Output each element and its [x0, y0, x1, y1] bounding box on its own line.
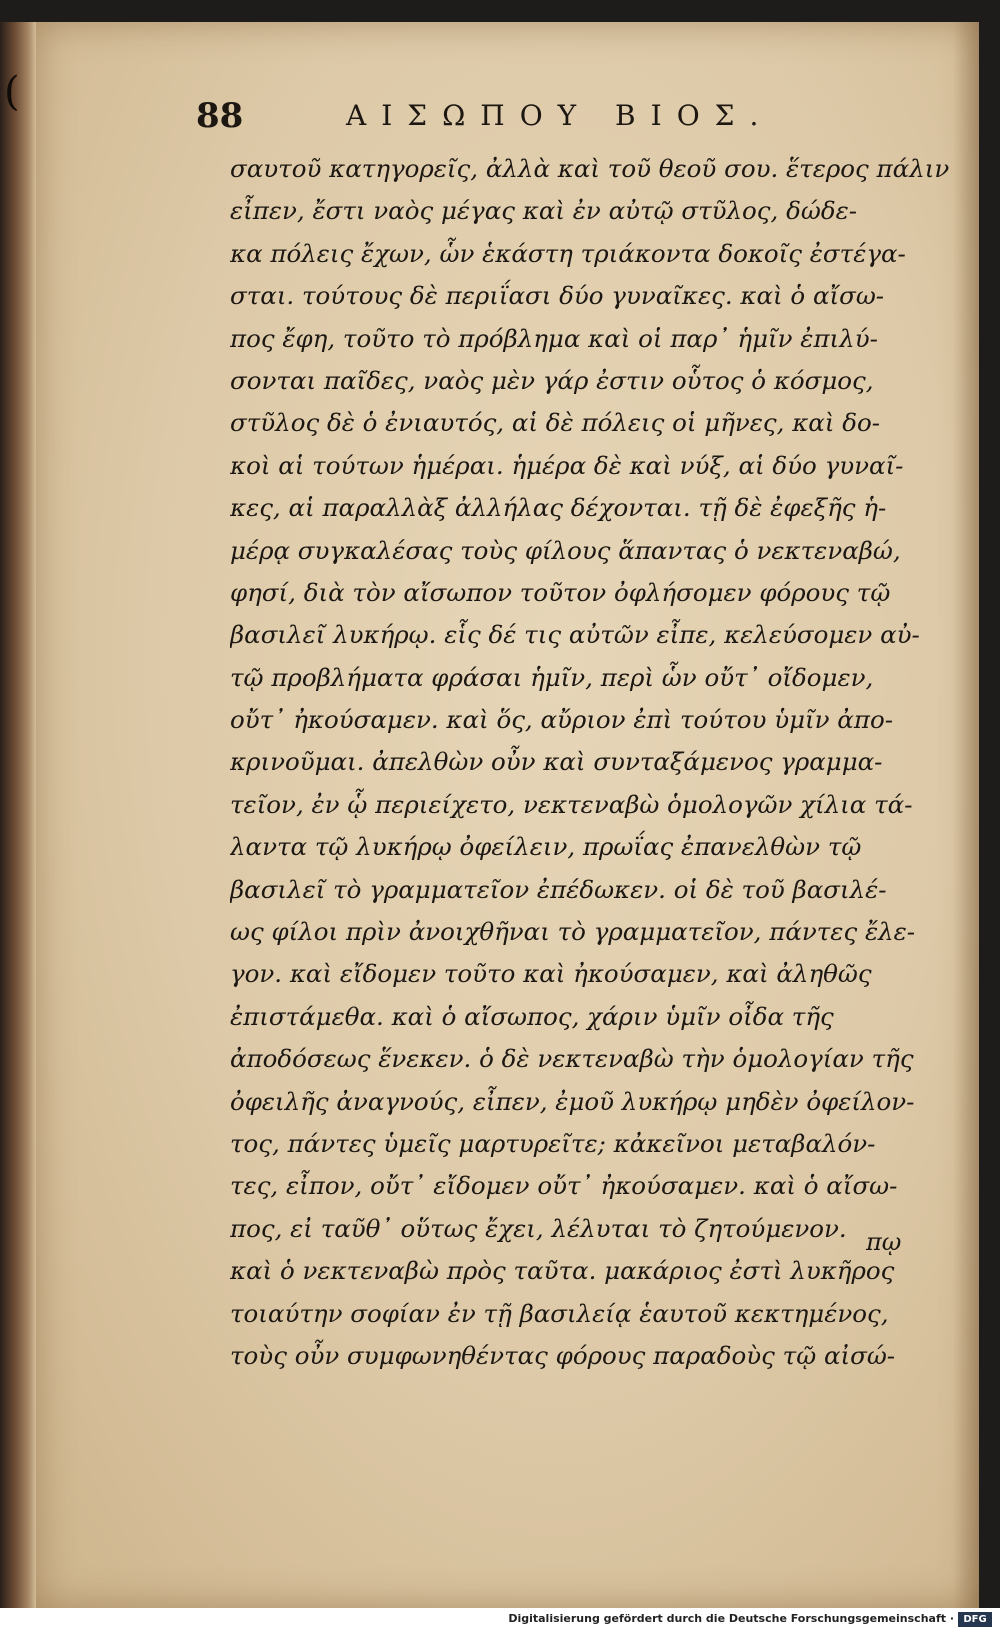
- text-line: μέρᾳ συγκαλέσας τοὺς φίλους ἅπαντας ὁ νεκτεναβώ,: [230, 535, 901, 565]
- text-line: στῦλος δὲ ὁ ἐνιαυτός, αἱ δὲ πόλεις οἱ μῆνες, καὶ δο-: [230, 408, 881, 438]
- text-line: κες, αἱ παραλλὰξ ἀλλήλας δέχονται. τῇ δὲ ἐφεξῆς ἡ-: [230, 493, 887, 523]
- catchword: πῳ: [866, 1228, 902, 1256]
- text-line: πος ἔφη, τοῦτο τὸ πρόβλημα καὶ οἱ παρ᾽ ἡμῖν ἐπιλύ-: [230, 323, 878, 353]
- footer-bar: [0, 1608, 1000, 1632]
- dfg-logo: DFG: [958, 1612, 992, 1627]
- edge-mark: (: [4, 69, 20, 115]
- text-line: τος, πάντες ὑμεῖς μαρτυρεῖτε; κἀκεῖνοι μεταβαλόν-: [230, 1128, 876, 1158]
- running-title: ΑΙΣΩΠΟΥ ΒΙΟΣ.: [346, 99, 774, 132]
- text-line: τῷ προβλήματα φράσαι ἡμῖν, περὶ ὧν οὔτ᾽ οἴδομεν,: [230, 662, 874, 692]
- text-line: εἶπεν, ἔστι ναὸς μέγας καὶ ἐν αὐτῷ στῦλος, δώδε-: [230, 196, 857, 226]
- text-line: τες, εἶπον, οὔτ᾽ εἴδομεν οὔτ᾽ ἠκούσαμεν. καὶ ὁ αἴσω-: [230, 1171, 898, 1201]
- text-line: σται. τούτους δὲ περιΐασι δύο γυναῖκες. καὶ ὁ αἴσω-: [230, 281, 885, 311]
- text-line: οὔτ᾽ ἠκούσαμεν. καὶ ὅς, αὔριον ἐπὶ τούτου ὑμῖν ἀπο-: [230, 705, 893, 735]
- text-line: κρινοῦμαι. ἀπελθὼν οὖν καὶ συνταξάμενος γραμμα-: [230, 747, 883, 777]
- text-line: λαντα τῷ λυκήρῳ ὀφείλειν, πρωΐας ἐπανελθὼν τῷ: [230, 832, 862, 862]
- text-line: κοὶ αἱ τούτων ἡμέραι. ἡμέρα δὲ καὶ νύξ, αἱ δύο γυναῖ-: [230, 450, 904, 480]
- text-line: πος, εἰ ταῦθ᾽ οὕτως ἔχει, λέλυται τὸ ζητούμενον.: [230, 1213, 847, 1243]
- footer-credit: Digitalisierung gefördert durch die Deutsche Forschungsgemeinschaft ·: [508, 1612, 954, 1625]
- text-line: βασιλεῖ τὸ γραμματεῖον ἐπέδωκεν. οἱ δὲ τοῦ βασιλέ-: [230, 874, 887, 904]
- text-line: σονται παῖδες, ναὸς μὲν γάρ ἐστιν οὗτος ὁ κόσμος,: [230, 365, 874, 395]
- text-line: τοὺς οὖν συμφωνηθέντας φόρους παραδοὺς τῷ αἰσώ-: [230, 1340, 896, 1370]
- text-line: κα πόλεις ἔχων, ὧν ἑκάστη τριάκοντα δοκοῖς ἐστέγα-: [230, 238, 906, 268]
- book-spine-edge: [0, 22, 36, 1608]
- text-line: τεῖον, ἐν ᾧ περιείχετο, νεκτεναβὼ ὁμολογῶν χίλια τά-: [230, 789, 913, 819]
- text-line: ἐπιστάμεθα. καὶ ὁ αἴσωπος, χάριν ὑμῖν οἶδα τῆς: [230, 1001, 834, 1031]
- text-line: βασιλεῖ λυκήρῳ. εἷς δέ τις αὐτῶν εἶπε, κελεύσομεν αὐ-: [230, 620, 920, 650]
- text-line: τοιαύτην σοφίαν ἐν τῇ βασιλείᾳ ἑαυτοῦ κεκτημένος,: [230, 1298, 889, 1328]
- page-header: [196, 86, 866, 146]
- page-number: 88: [196, 96, 244, 136]
- text-line: γον. καὶ εἴδομεν τοῦτο καὶ ἠκούσαμεν, καὶ ἀληθῶς: [230, 959, 872, 989]
- text-line: φησί, διὰ τὸν αἴσωπον τοῦτον ὀφλήσομεν φόρους τῷ: [230, 577, 891, 607]
- text-line: σαυτοῦ κατηγορεῖς, ἀλλὰ καὶ τοῦ θεοῦ σου. ἕτερος πάλιν: [230, 154, 950, 183]
- text-line: ἀποδόσεως ἕνεκεν. ὁ δὲ νεκτεναβὼ τὴν ὁμολογίαν τῆς: [230, 1044, 914, 1074]
- text-line: ὀφειλῆς ἀναγνούς, εἶπεν, ἐμοῦ λυκήρῳ μηδὲν ὀφείλον-: [230, 1086, 915, 1116]
- body-text: [230, 148, 950, 1377]
- text-line: καὶ ὁ νεκτεναβὼ πρὸς ταῦτα. μακάριος ἐστὶ λυκῆρος: [230, 1256, 895, 1286]
- text-line: ως φίλοι πρὶν ἀνοιχθῆναι τὸ γραμματεῖον, πάντες ἔλε-: [230, 917, 916, 947]
